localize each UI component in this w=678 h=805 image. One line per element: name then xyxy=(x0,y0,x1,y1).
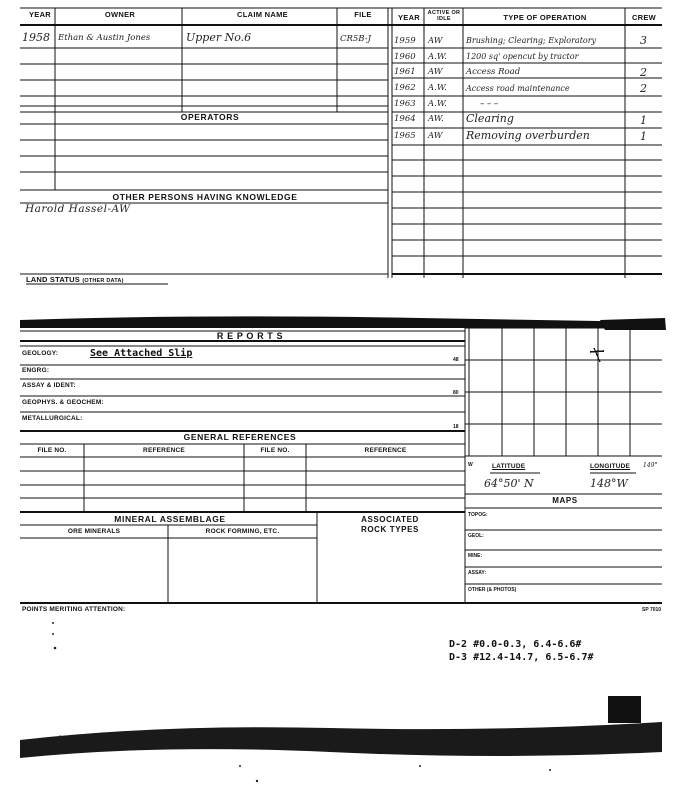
operation-status: AW. xyxy=(428,114,444,124)
operation-status: A.W. xyxy=(428,52,447,62)
claim-owner: Ethan & Austin Jones xyxy=(58,33,151,43)
land-status-label: LAND STATUS (OTHER DATA) xyxy=(26,275,124,284)
sample-note: D-3 #12.4-14.7, 6.5-6.7# xyxy=(449,652,594,663)
rock-forming-header: ROCK FORMING, ETC. xyxy=(205,528,280,535)
operation-year: 1964 xyxy=(394,114,416,124)
operation-status: A.W. xyxy=(428,99,447,109)
ore-minerals-header: ORE MINERALS xyxy=(67,528,121,535)
longitude-value: 148°W xyxy=(590,477,628,490)
operation-status: AW xyxy=(428,67,443,77)
reports-number-80: 80 xyxy=(453,390,459,396)
operation-type: – – – xyxy=(480,99,499,109)
maps-topog-label: TOPOG: xyxy=(468,512,488,518)
other-persons-title: OTHER PERSONS HAVING KNOWLEDGE xyxy=(112,192,298,202)
longitude-note: 149° xyxy=(643,462,658,469)
maps-title: MAPS xyxy=(552,496,578,505)
geology-value: See Attached Slip xyxy=(90,348,193,359)
operation-year: 1963 xyxy=(394,99,416,109)
latitude-label: LATITUDE xyxy=(492,463,526,470)
reports-title: R E P O R T S xyxy=(216,331,284,341)
maps-other-label: OTHER (& PHOTOS) xyxy=(468,587,517,593)
operation-crew: 2 xyxy=(640,66,647,79)
header-type-of-operation: TYPE OF OPERATION xyxy=(503,13,587,22)
mineral-assemblage-title: MINERAL ASSEMBLAGE xyxy=(114,514,226,524)
operation-crew: 1 xyxy=(640,130,647,143)
file-no-header-2: FILE NO. xyxy=(260,447,290,454)
geology-label: GEOLOGY: xyxy=(22,350,59,357)
header-crew: CREW xyxy=(631,13,657,22)
claim-file: CR5B-J xyxy=(340,34,371,44)
reference-header: REFERENCE xyxy=(143,447,185,454)
form-number: SP 7010 xyxy=(642,607,662,613)
operation-type: Removing overburden xyxy=(466,129,590,142)
sample-note: D-2 #0.0-0.3, 6.4-6.6# xyxy=(449,639,582,650)
claim-name: Upper No.6 xyxy=(186,31,252,44)
operation-crew: 3 xyxy=(640,34,647,47)
header-year-2: YEAR xyxy=(397,13,421,22)
operation-status: AW xyxy=(428,131,443,141)
header-claim-name: CLAIM NAME xyxy=(237,10,288,19)
engrg-label: ENGRG: xyxy=(22,367,50,374)
maps-geol-label: GEOL: xyxy=(468,533,484,539)
operation-type: Access Road xyxy=(466,67,521,77)
metallurgical-label: METALLURGICAL: xyxy=(22,415,83,422)
header-year: YEAR xyxy=(28,10,52,19)
other-persons-value: Harold Hassel-AW xyxy=(25,203,131,215)
geophys-label: GEOPHYS. & GEOCHEM: xyxy=(22,399,104,406)
w-label: W xyxy=(468,462,473,468)
operation-crew: 2 xyxy=(640,82,647,95)
operation-year: 1965 xyxy=(394,131,416,141)
reports-number-48: 48 xyxy=(453,357,459,363)
operation-year: 1962 xyxy=(394,83,416,93)
operation-status: A.W. xyxy=(428,83,447,93)
general-references-title: GENERAL REFERENCES xyxy=(183,432,297,442)
reports-number-18: 18 xyxy=(453,424,459,430)
header-owner: OWNER xyxy=(104,10,136,19)
operation-status: AW xyxy=(428,36,443,46)
points-meriting-attention-label: POINTS MERITING ATTENTION: xyxy=(22,606,126,613)
operation-year: 1959 xyxy=(394,36,416,46)
header-active-or-idle: ACTIVE OR IDLE xyxy=(427,10,461,22)
maps-mine-label: MINE: xyxy=(468,553,483,559)
operation-type: Clearing xyxy=(466,112,514,125)
file-no-header: FILE NO. xyxy=(37,447,67,454)
operation-type: 1200 sq' opencut by tractor xyxy=(466,52,579,61)
operation-year: 1960 xyxy=(394,52,416,62)
header-file: FILE xyxy=(354,10,372,19)
operation-type: Access road maintenance xyxy=(466,84,570,93)
operation-year: 1961 xyxy=(394,67,416,77)
claim-year: 1958 xyxy=(22,31,50,44)
assay-ident-label: ASSAY & IDENT: xyxy=(22,382,76,389)
operation-type: Brushing; Clearing; Exploratory xyxy=(466,36,597,45)
maps-assay-label: ASSAY: xyxy=(468,570,487,576)
reference-header-2: REFERENCE xyxy=(364,447,407,454)
latitude-value: 64°50' N xyxy=(484,477,534,490)
operation-crew: 1 xyxy=(640,114,647,127)
longitude-label: LONGITUDE xyxy=(590,463,631,470)
operators-title: OPERATORS xyxy=(180,112,240,122)
associated-rock-types-header: ASSOCIATED ROCK TYPES xyxy=(360,515,419,534)
